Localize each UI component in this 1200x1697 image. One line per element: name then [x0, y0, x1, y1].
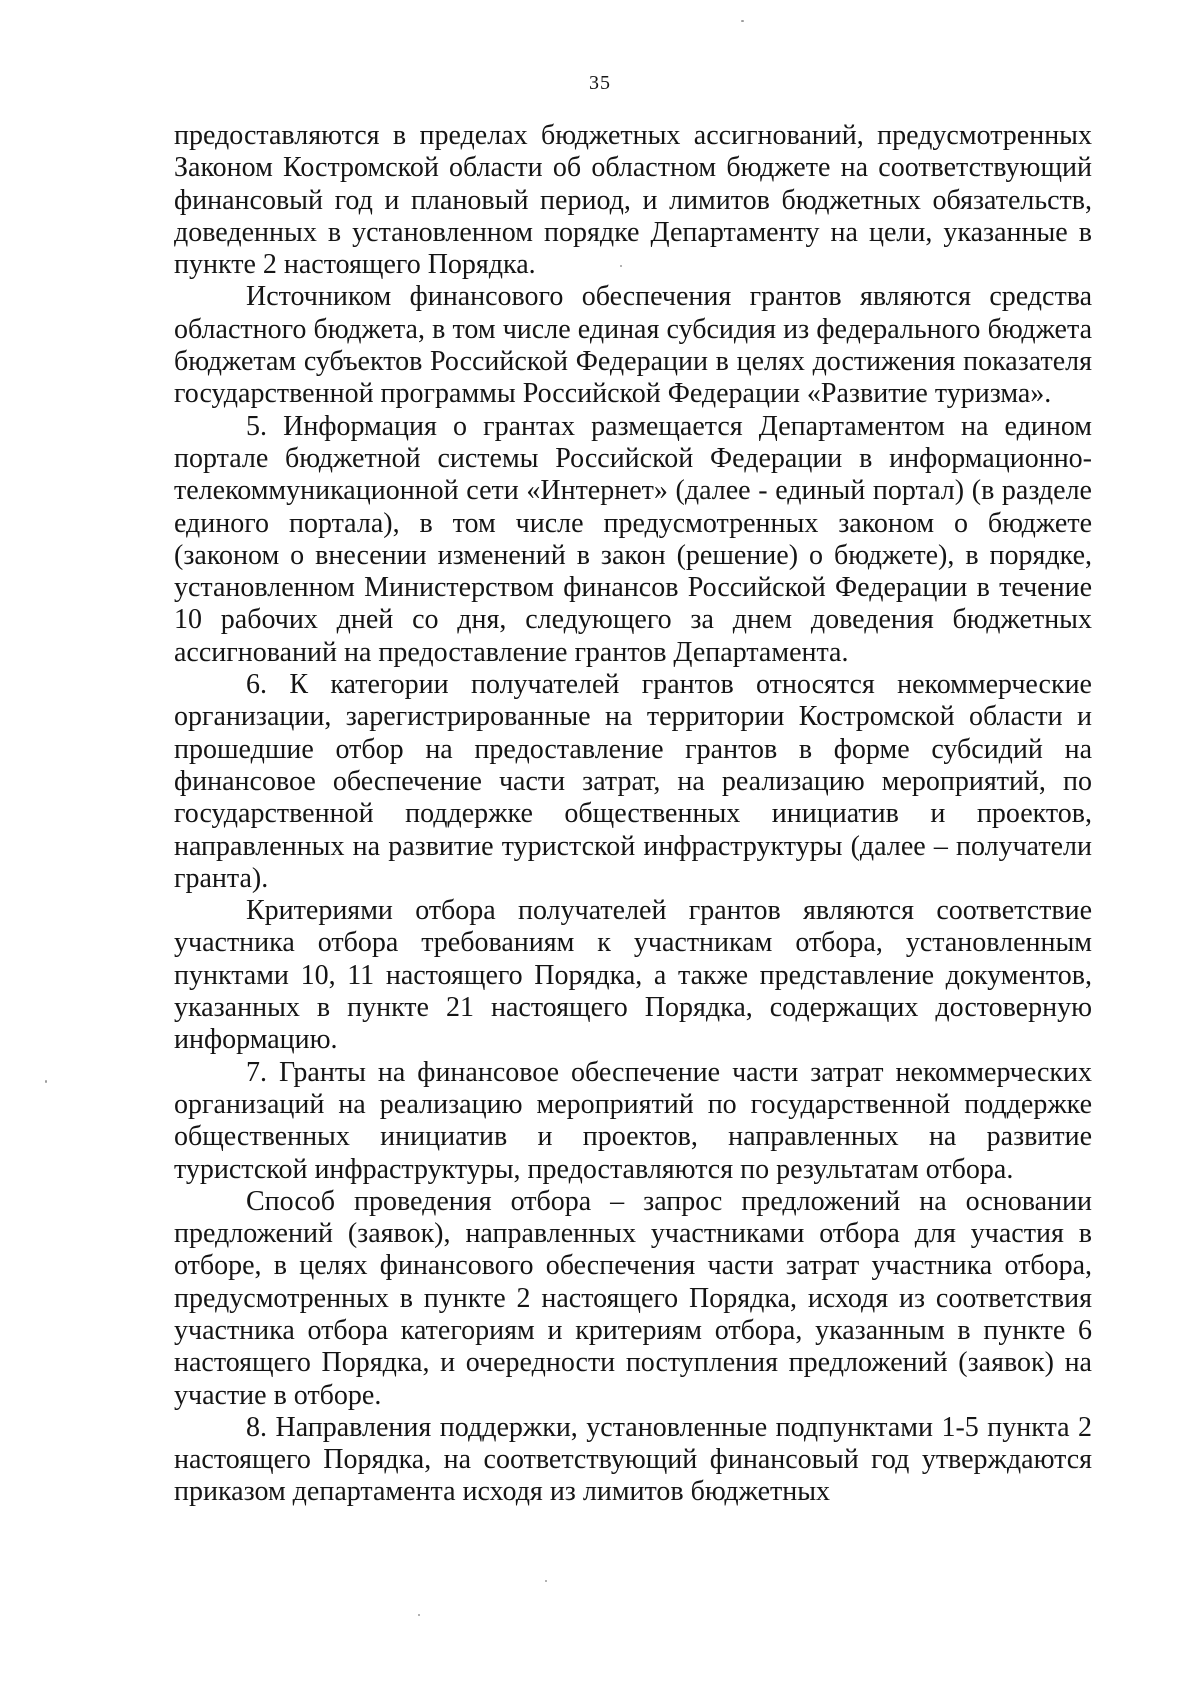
scan-speck — [418, 1614, 420, 1616]
paragraph-selection-criteria: Критериями отбора получателей грантов являются соответствие участника отбора требованиям к участникам отбора, установленным пунктами 10, 11 настоящего Порядка, а также представление документов, указанных в пункте 21 настоящего Порядка, содержащих достоверную информацию. — [174, 895, 1092, 1056]
scan-speck — [741, 20, 744, 22]
paragraph-funding-source: Источником финансового обеспечения грантов являются средства областного бюджета, в том числе единая субсидия из федерального бюджета бюджетам субъектов Российской Федерации в целях достижения показателя государственной программы Российской Федерации «Развитие туризма». — [174, 281, 1092, 410]
paragraph-item-8: 8. Направления поддержки, установленные подпунктами 1-5 пункта 2 настоящего Порядка, на соответствующий финансовый год утверждаются приказом департамента исходя из лимитов бюджетных — [174, 1411, 1092, 1508]
paragraph-item-6: 6. К категории получателей грантов относятся некоммерческие организации, зарегистрированные на территории Костромской области и прошедшие отбор на предоставление грантов в форме субсидий на финансовое обеспечение части затрат, на реализацию мероприятий, по государственной поддержке общественных инициатив и проектов, направленных на развитие туристской инфраструктуры (далее – получатели гранта). — [174, 669, 1092, 894]
paragraph-item-7: 7. Гранты на финансовое обеспечение части затрат некоммерческих организаций на реализацию мероприятий по государственной поддержке общественных инициатив и проектов, направленных на развитие туристской инфраструктуры, предоставляются по результатам отбора. — [174, 1056, 1092, 1185]
document-body — [174, 120, 1092, 1509]
paragraph-selection-method: Способ проведения отбора – запрос предложений на основании предложений (заявок), направленных участниками отбора для участия в отборе, в целях финансового обеспечения части затрат участника отбора, предусмотренных в пункте 2 настоящего Порядка, исходя из соответствия участника отбора категориям и критериям отбора, указанным в пункте 6 настоящего Порядка, и очередности поступления предложений (заявок) на участие в отборе. — [174, 1185, 1092, 1411]
scan-speck — [45, 1080, 47, 1083]
scan-speck — [620, 265, 622, 267]
scan-speck — [545, 1580, 547, 1582]
page-number: 35 — [589, 72, 611, 94]
paragraph-item-5: 5. Информация о грантах размещается Департаментом на едином портале бюджетной системы Российской Федерации в информационно-телекоммуникационной сети «Интернет» (далее - единый портал) (в разделе единого портала), в том числе предусмотренных законом о бюджете (законом о внесении изменений в закон (решение) о бюджете), в порядке, установленном Министерством финансов Российской Федерации в течение 10 рабочих дней со дня, следующего за днем доведения бюджетных ассигнований на предоставление грантов Департамента. — [174, 410, 1092, 668]
paragraph-continuation: предоставляются в пределах бюджетных ассигнований, предусмотренных Законом Костромской области об областном бюджете на соответствующий финансовый год и плановый период, и лимитов бюджетных обязательств, доведенных в установленном порядке Департаменту на цели, указанные в пункте 2 настоящего Порядка. — [174, 120, 1092, 281]
